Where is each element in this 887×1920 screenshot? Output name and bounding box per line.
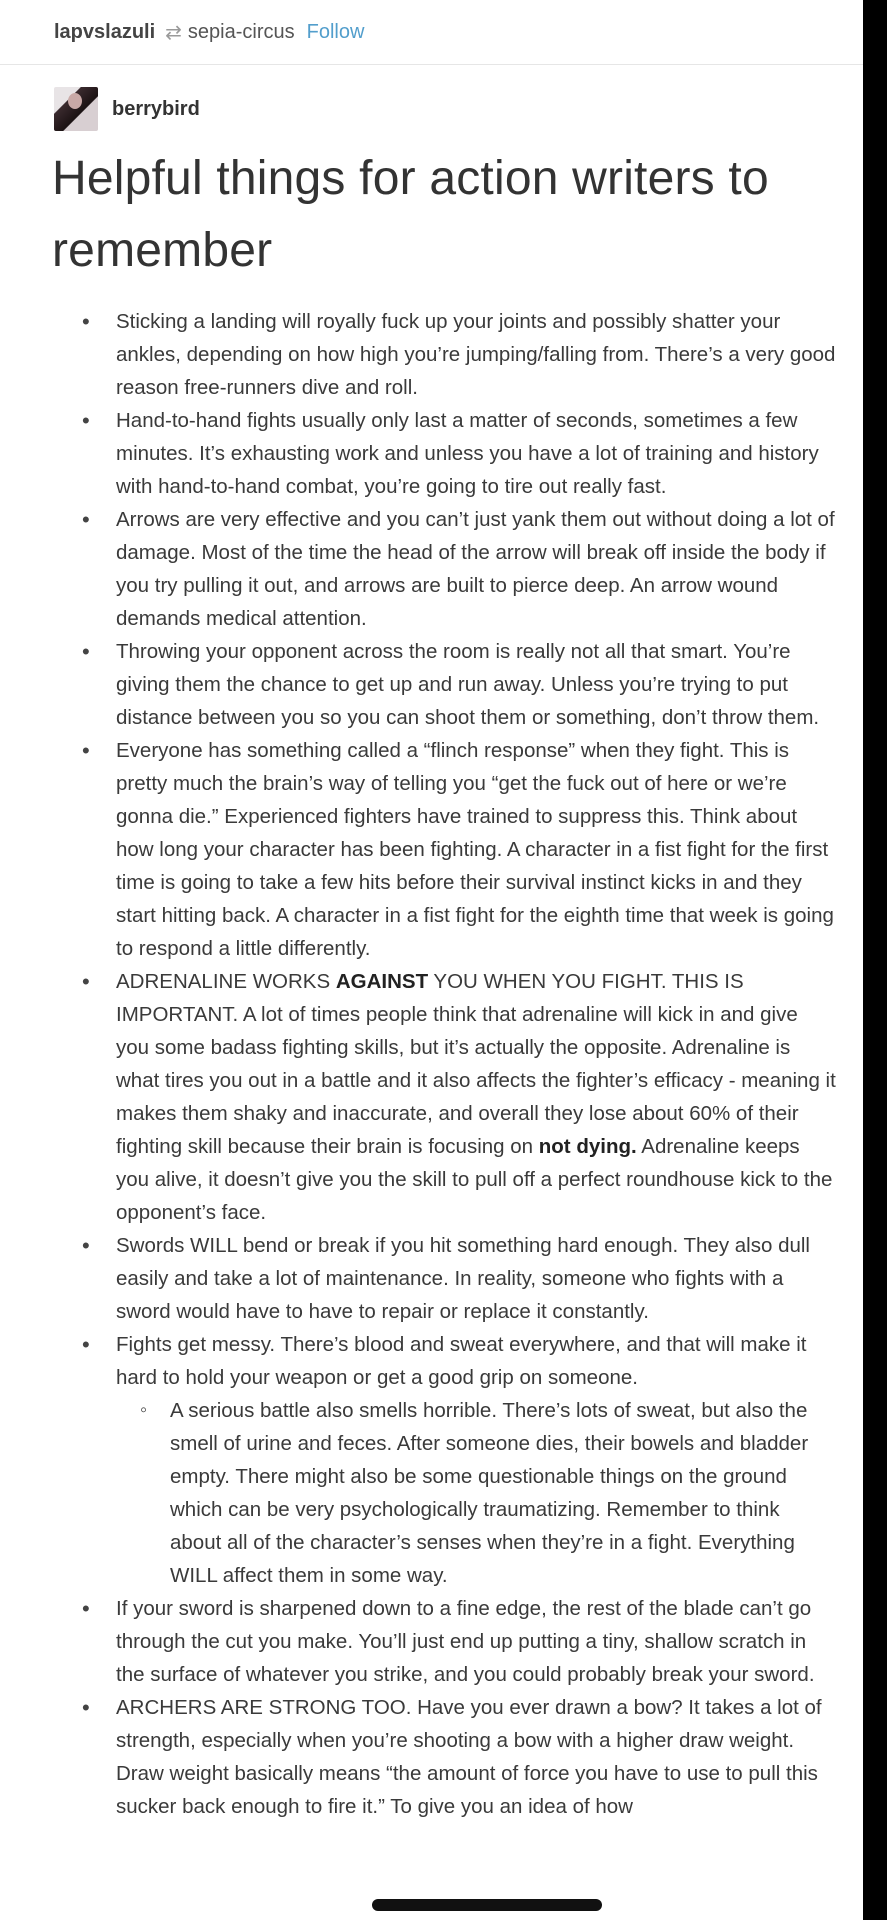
text-segment: Adrenaline keeps you alive, it doesn’t give you the skill to pull off a perfect roundhouse kick to the opponent’s face. xyxy=(116,1135,833,1224)
tips-list xyxy=(0,305,836,1823)
post-title: Helpful things for action writers to remember xyxy=(52,152,769,277)
list-item: • Swords WILL bend or break if you hit something hard enough. They also dull easily and take a lot of maintenance. In reality, someone who fights with a sword would have to have to repair or replace it constantly. xyxy=(116,1229,836,1328)
sub-list xyxy=(116,1394,836,1592)
author-avatar[interactable] xyxy=(54,87,98,131)
text-segment: YOU WHEN YOU FIGHT. THIS IS IMPORTANT. A lot of times people think that adrenaline will kick in and give you some badass fighting skills, but it’s actually the opposite. Adrenaline is what tires you out in a battle and it also affects the fighter’s efficacy - meaning it makes them shaky and inaccurate, and overall they lose about 60% of their fighting skill because their brain is focusing on xyxy=(116,970,836,1158)
list-item-text: Fights get messy. There’s blood and sweat everywhere, and that will make it hard to hold your weapon or get a good grip on someone. xyxy=(116,1333,807,1389)
scroll-indicator[interactable] xyxy=(372,1899,602,1911)
list-item: • ARCHERS ARE STRONG TOO. Have you ever drawn a bow? It takes a lot of strength, especially when you’re shooting a bow with a higher draw weight. Draw weight basically means “the amount of force you have to use to pull this sucker back enough to fire it.” To give you an idea of how xyxy=(116,1691,836,1823)
list-item xyxy=(116,1328,836,1592)
list-item xyxy=(116,965,836,1229)
reblogger-username[interactable]: lapvslazuli xyxy=(54,20,156,43)
list-item: • Hand-to-hand fights usually only last a matter of seconds, sometimes a few minutes. It’s exhausting work and unless you have a lot of training and history with hand-to-hand combat, you’re going to tire out really fast. xyxy=(116,404,836,503)
text-segment: ADRENALINE WORKS xyxy=(116,970,336,993)
reblog-icon: ⇄ xyxy=(165,21,182,44)
list-item: • Throwing your opponent across the room is really not all that smart. You’re giving them the chance to get up and run away. Unless you’re trying to put distance between you so you can shoot them or something, don’t throw them. xyxy=(116,635,836,734)
list-item: • Everyone has something called a “flinch response” when they fight. This is pretty much the brain’s way of telling you “get the fuck out of here or we’re gonna die.” Experienced fighters have trained to suppress this. Think about how long your character has been fighting. A character in a fist fight for the first time is going to take a few hits before their survival instinct kicks in and they start hitting back. A character in a fist fight for the eighth time that week is going to respond a little differently. xyxy=(116,734,836,965)
post-header xyxy=(0,0,863,65)
list-item: • Arrows are very effective and you can’t just yank them out without doing a lot of damage. Most of the time the head of the arrow will break off inside the body if you try pulling it out, and arrows are built to pierce deep. An arrow wound demands medical attention. xyxy=(116,503,836,635)
source-username[interactable]: sepia-circus xyxy=(187,20,295,43)
post-author xyxy=(0,87,863,131)
author-username[interactable]: berrybird xyxy=(112,97,200,120)
list-item: • If your sword is sharpened down to a fine edge, the rest of the blade can’t go through the cut you make. You’ll just end up putting a tiny, shallow scratch in the surface of whatever you strike, and you could probably break your sword. xyxy=(116,1592,836,1691)
list-item: • Sticking a landing will royally fuck up your joints and possibly shatter your ankles, depending on how high you’re jumping/falling from. There’s a very good reason free-runners dive and roll. xyxy=(116,305,836,404)
sub-list-item: ◦ A serious battle also smells horrible. There’s lots of sweat, but also the smell of urine and feces. After someone dies, their bowels and bladder empty. There might also be some questionable things on the ground which can be very psychologically traumatizing. Remember to think about all of the character’s senses when they’re in a fight. Everything WILL affect them in some way. xyxy=(170,1394,836,1592)
bold-text: AGAINST xyxy=(335,970,429,993)
follow-button[interactable]: Follow xyxy=(306,20,365,43)
bold-text: not dying. xyxy=(538,1135,637,1158)
